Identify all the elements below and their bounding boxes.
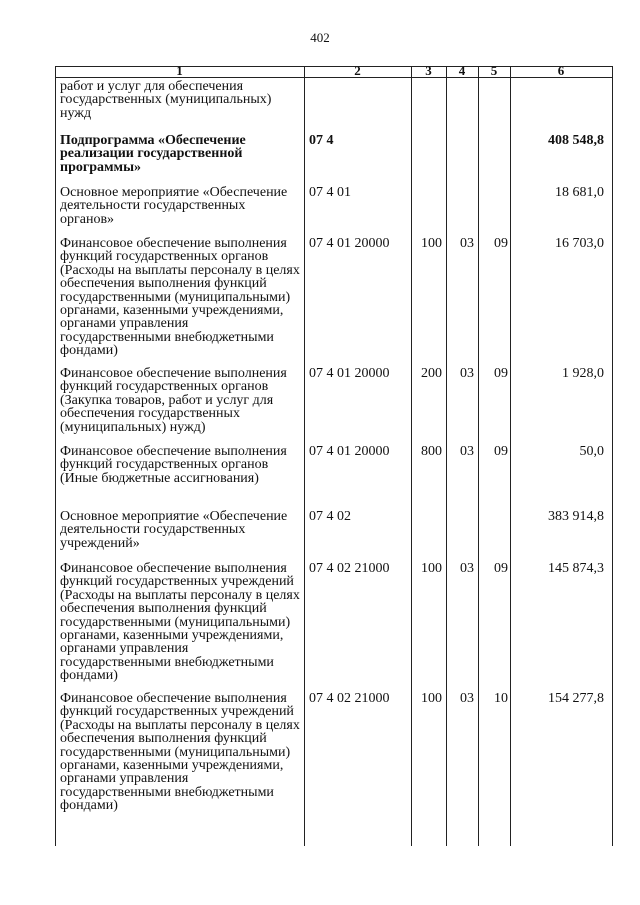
row-code: 07 4 01 20000: [309, 444, 390, 459]
col-border: [304, 66, 305, 846]
row-name: Основное мероприятие «Обеспечение деятельности государственных органов»: [60, 185, 288, 227]
row-amount: 154 277,8: [548, 691, 604, 706]
row-expense-type: 100: [421, 691, 442, 706]
col-border: [612, 66, 613, 846]
header-col-6: 6: [557, 63, 565, 78]
header-col-2: 2: [354, 63, 361, 78]
row-section: 03: [460, 691, 474, 706]
row-expense-type: 100: [421, 236, 442, 251]
row-section: 03: [460, 236, 474, 251]
row-name: Финансовое обеспечение выполнения функций государственных органов (Иные бюджетные ассигнования): [60, 444, 287, 486]
row-name: работ и услуг для обеспечения государственных (муниципальных) нужд: [60, 79, 272, 121]
row-amount: 18 681,0: [555, 185, 604, 200]
row-amount: 50,0: [579, 444, 604, 459]
row-subsection: 09: [494, 366, 508, 381]
row-name: Основное мероприятие «Обеспечение деятельности государственных учреждений»: [60, 509, 288, 551]
header-col-3: 3: [425, 63, 432, 78]
header-col-1: 1: [176, 63, 183, 78]
row-amount: 408 548,8: [548, 133, 604, 148]
row-subsection: 09: [494, 236, 508, 251]
row-expense-type: 200: [421, 366, 442, 381]
row-code: 07 4 02: [309, 509, 351, 524]
header-col-4: 4: [458, 63, 466, 78]
col-border: [510, 66, 511, 846]
row-code: 07 4 02 21000: [309, 691, 390, 706]
row-name: Подпрограмма «Обеспечение реализации государственной программы»: [60, 133, 246, 175]
row-subsection: 10: [494, 691, 508, 706]
row-subsection: 09: [494, 561, 508, 576]
row-expense-type: 100: [421, 561, 442, 576]
header-col-5: 5: [490, 63, 498, 78]
row-section: 03: [460, 561, 474, 576]
row-expense-type: 800: [421, 444, 442, 459]
row-name: Финансовое обеспечение выполнения функций государственных учреждений (Расходы на выплаты персоналу в целях обеспечения выполнения функций государственными (муниципальными) органами, казенными учреждениями, органами управления государственными внебюджетными фондами): [60, 691, 300, 814]
row-code: 07 4 01 20000: [309, 236, 390, 251]
row-code: 07 4 02 21000: [309, 561, 390, 576]
row-amount: 145 874,3: [548, 561, 604, 576]
row-amount: 383 914,8: [548, 509, 604, 524]
row-amount: 16 703,0: [555, 236, 604, 251]
row-section: 03: [460, 366, 474, 381]
page-number: 402: [310, 30, 330, 45]
row-name: Финансовое обеспечение выполнения функций государственных органов (Расходы на выплаты персоналу в целях обеспечения выполнения функций государственными (муниципальными) органами, казенными учреждениями, органами управления государственными внебюджетными фондами): [60, 236, 300, 359]
row-name: Финансовое обеспечение выполнения функций государственных учреждений (Расходы на выплаты персоналу в целях обеспечения выполнения функций государственными (муниципальными) органами, казенными учреждениями, органами управления государственными внебюджетными фондами): [60, 561, 300, 684]
row-code: 07 4 01 20000: [309, 366, 390, 381]
row-code: 07 4: [309, 133, 334, 148]
row-code: 07 4 01: [309, 185, 351, 200]
row-section: 03: [460, 444, 474, 459]
row-name: Финансовое обеспечение выполнения функций государственных органов (Закупка товаров, работ и услуг для обеспечения государственных (муниципальных) нужд): [60, 366, 287, 435]
row-amount: 1 928,0: [562, 366, 604, 381]
row-subsection: 09: [494, 444, 508, 459]
col-border: [55, 66, 56, 846]
